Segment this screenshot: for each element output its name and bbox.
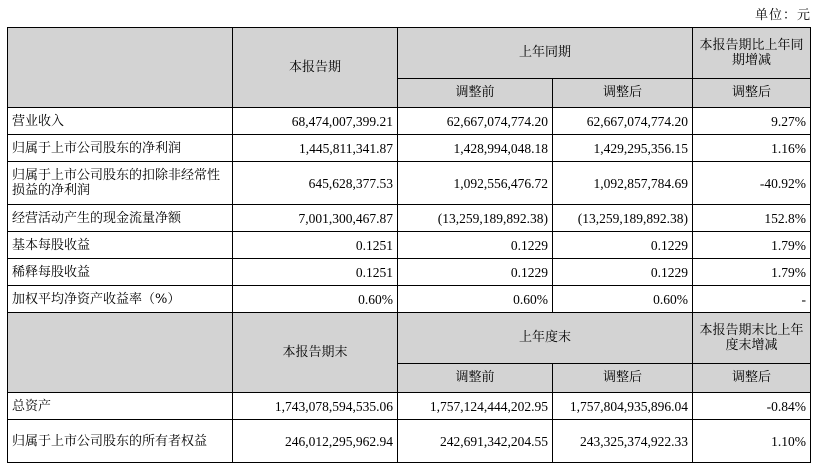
header-current-period-end: 本报告期末 [233, 313, 398, 393]
row-label: 归属于上市公司股东的净利润 [8, 135, 233, 162]
cell-current: 1,743,078,594,535.06 [233, 393, 398, 420]
cell-prior-before: 242,691,342,204.55 [398, 420, 553, 463]
cell-prior-after: 0.1229 [553, 232, 693, 259]
cell-change: 1.79% [693, 259, 811, 286]
cell-prior-after: 1,092,857,784.69 [553, 162, 693, 205]
header-change: 本报告期比上年同期增减 [693, 28, 811, 79]
cell-change: 9.27% [693, 108, 811, 135]
row-label: 稀释每股收益 [8, 259, 233, 286]
cell-prior-after: 1,429,295,356.15 [553, 135, 693, 162]
row-label: 营业收入 [8, 108, 233, 135]
cell-prior-after: 243,325,374,922.33 [553, 420, 693, 463]
row-label: 加权平均净资产收益率（%） [8, 286, 233, 313]
table-row [8, 420, 811, 463]
cell-prior-after: 0.60% [553, 286, 693, 313]
cell-prior-before: 62,667,074,774.20 [398, 108, 553, 135]
cell-prior-before: 1,092,556,476.72 [398, 162, 553, 205]
cell-prior-before: 0.1229 [398, 259, 553, 286]
financial-data-table [7, 27, 811, 463]
cell-change: 1.16% [693, 135, 811, 162]
table-row [8, 259, 811, 286]
cell-change: 152.8% [693, 205, 811, 232]
cell-prior-after: 62,667,074,774.20 [553, 108, 693, 135]
header-after-adjustment: 调整后 [553, 363, 693, 392]
header-change: 本报告期末比上年度末增减 [693, 313, 811, 364]
cell-change: 1.10% [693, 420, 811, 463]
cell-prior-after: (13,259,189,892.38) [553, 205, 693, 232]
row-label: 归属于上市公司股东的所有者权益 [8, 420, 233, 463]
cell-current: 68,474,007,399.21 [233, 108, 398, 135]
row-label: 归属于上市公司股东的扣除非经常性损益的净利润 [8, 162, 233, 205]
header-prior-year-end: 上年度末 [398, 313, 693, 364]
table-row [8, 135, 811, 162]
header-change-after-adjustment: 调整后 [693, 363, 811, 392]
cell-prior-before: 0.1229 [398, 232, 553, 259]
cell-prior-before: 1,757,124,444,202.95 [398, 393, 553, 420]
cell-prior-before: (13,259,189,892.38) [398, 205, 553, 232]
header-blank [8, 28, 233, 108]
header-after-adjustment: 调整后 [553, 78, 693, 107]
header-prior-year-same-period: 上年同期 [398, 28, 693, 79]
cell-current: 246,012,295,962.94 [233, 420, 398, 463]
table-row [8, 205, 811, 232]
table-row [8, 162, 811, 205]
cell-current: 7,001,300,467.87 [233, 205, 398, 232]
header-blank [8, 313, 233, 393]
cell-prior-after: 0.1229 [553, 259, 693, 286]
cell-current: 0.1251 [233, 259, 398, 286]
table-row [8, 393, 811, 420]
cell-prior-before: 1,428,994,048.18 [398, 135, 553, 162]
cell-change: - [693, 286, 811, 313]
cell-current: 1,445,811,341.87 [233, 135, 398, 162]
row-label: 总资产 [8, 393, 233, 420]
unit-label: 单位：元 [754, 8, 811, 23]
cell-change: -0.84% [693, 393, 811, 420]
row-label: 经营活动产生的现金流量净额 [8, 205, 233, 232]
table-row [8, 108, 811, 135]
cell-current: 645,628,377.53 [233, 162, 398, 205]
table-row [8, 286, 811, 313]
cell-prior-before: 0.60% [398, 286, 553, 313]
cell-current: 0.1251 [233, 232, 398, 259]
cell-current: 0.60% [233, 286, 398, 313]
header-change-after-adjustment: 调整后 [693, 78, 811, 107]
cell-prior-after: 1,757,804,935,896.04 [553, 393, 693, 420]
cell-change: 1.79% [693, 232, 811, 259]
header-before-adjustment: 调整前 [398, 78, 553, 107]
header-before-adjustment: 调整前 [398, 363, 553, 392]
header-current-period: 本报告期 [233, 28, 398, 108]
table-row [8, 232, 811, 259]
cell-change: -40.92% [693, 162, 811, 205]
row-label: 基本每股收益 [8, 232, 233, 259]
